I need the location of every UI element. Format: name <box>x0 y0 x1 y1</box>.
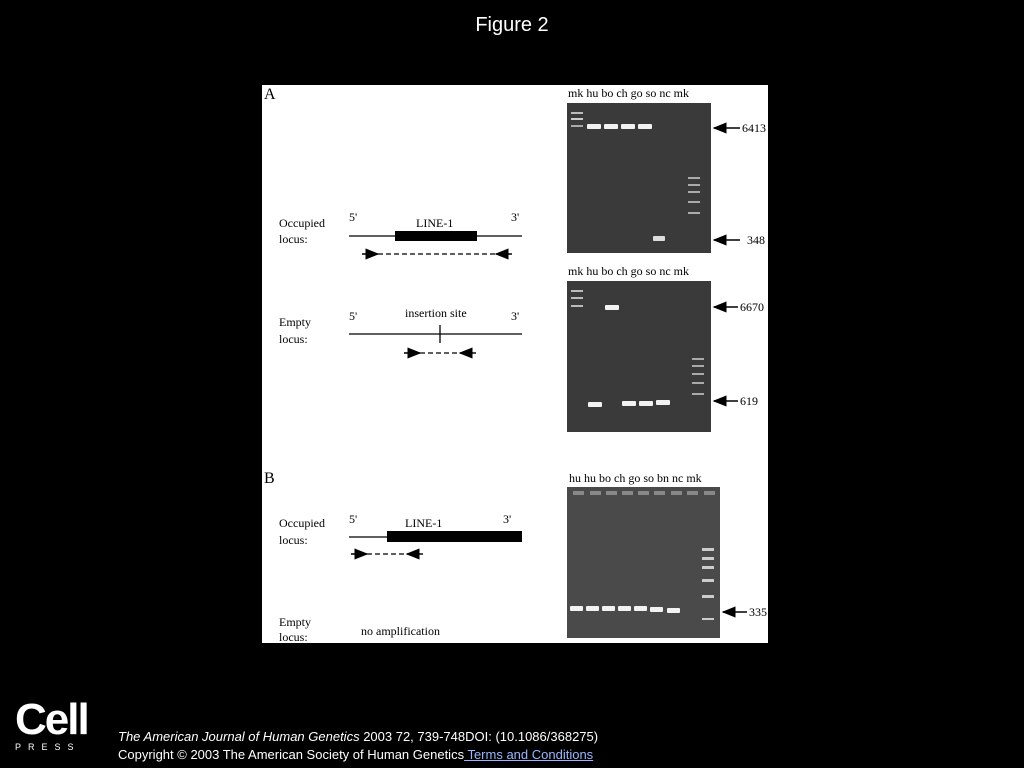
journal-name: The American Journal of Human Genetics <box>118 729 360 744</box>
a-occupied-5prime: 5' <box>349 210 358 224</box>
a-occupied-label-2: locus: <box>279 232 308 246</box>
logo-word: Cell <box>15 695 88 744</box>
a-occupied-3prime: 3' <box>511 210 520 224</box>
figure-svg <box>262 85 768 643</box>
gel1-size-top: 6413 <box>742 121 766 135</box>
b-empty-label-2: locus: <box>279 630 308 643</box>
gelb-lane-labels: hu hu bo ch go so bn nc mk <box>569 471 702 485</box>
b-occupied-line1-block <box>387 531 522 542</box>
b-occupied-label-2: locus: <box>279 533 308 547</box>
gel2-image <box>567 281 711 432</box>
a-empty-insertion-site: insertion site <box>405 306 467 320</box>
panel-a-label: A <box>264 86 276 103</box>
cell-press-logo <box>15 695 88 752</box>
b-occupied-label-1: Occupied <box>279 516 325 530</box>
figure-image <box>262 85 768 643</box>
gelb-wells <box>573 491 715 495</box>
b-empty-label-1: Empty <box>279 615 311 629</box>
gel1-lane-labels: mk hu bo ch go so nc mk <box>568 86 689 100</box>
a-empty-label-2: locus: <box>279 332 308 346</box>
slide-title: Figure 2 <box>475 14 549 36</box>
gel2-size-top: 6670 <box>740 300 764 314</box>
panel-b-label: B <box>264 470 275 487</box>
copyright <box>118 747 593 762</box>
b-empty-note: no amplification <box>361 624 440 638</box>
terms-link[interactable]: Terms and Conditions <box>464 747 594 762</box>
a-occupied-line1-block <box>395 231 477 241</box>
a-empty-3prime: 3' <box>511 309 520 323</box>
a-occupied-element: LINE-1 <box>416 216 454 230</box>
b-occupied-3prime: 3' <box>503 512 512 526</box>
b-occupied-5prime: 5' <box>349 512 358 526</box>
b-occupied-element: LINE-1 <box>405 516 443 530</box>
a-empty-5prime: 5' <box>349 309 358 323</box>
a-empty-label-1: Empty <box>279 315 311 329</box>
gel1-size-bottom: 348 <box>747 233 765 247</box>
citation <box>118 729 598 744</box>
gel1-band-348 <box>653 236 665 241</box>
gelb-size: 335 <box>749 605 767 619</box>
gel2-band-6670 <box>605 305 619 310</box>
gelb-image <box>567 487 720 638</box>
a-occupied-label-1: Occupied <box>279 216 325 230</box>
logo-sub: PRESS <box>15 742 81 752</box>
gel2-lane-labels: mk hu bo ch go so nc mk <box>568 264 689 278</box>
citation-details: 2003 72, 739-748DOI: (10.1086/368275) <box>359 729 599 744</box>
copyright-text: Copyright © 2003 The American Society of Human Genetics <box>118 747 465 762</box>
gel2-size-bottom: 619 <box>740 394 758 408</box>
